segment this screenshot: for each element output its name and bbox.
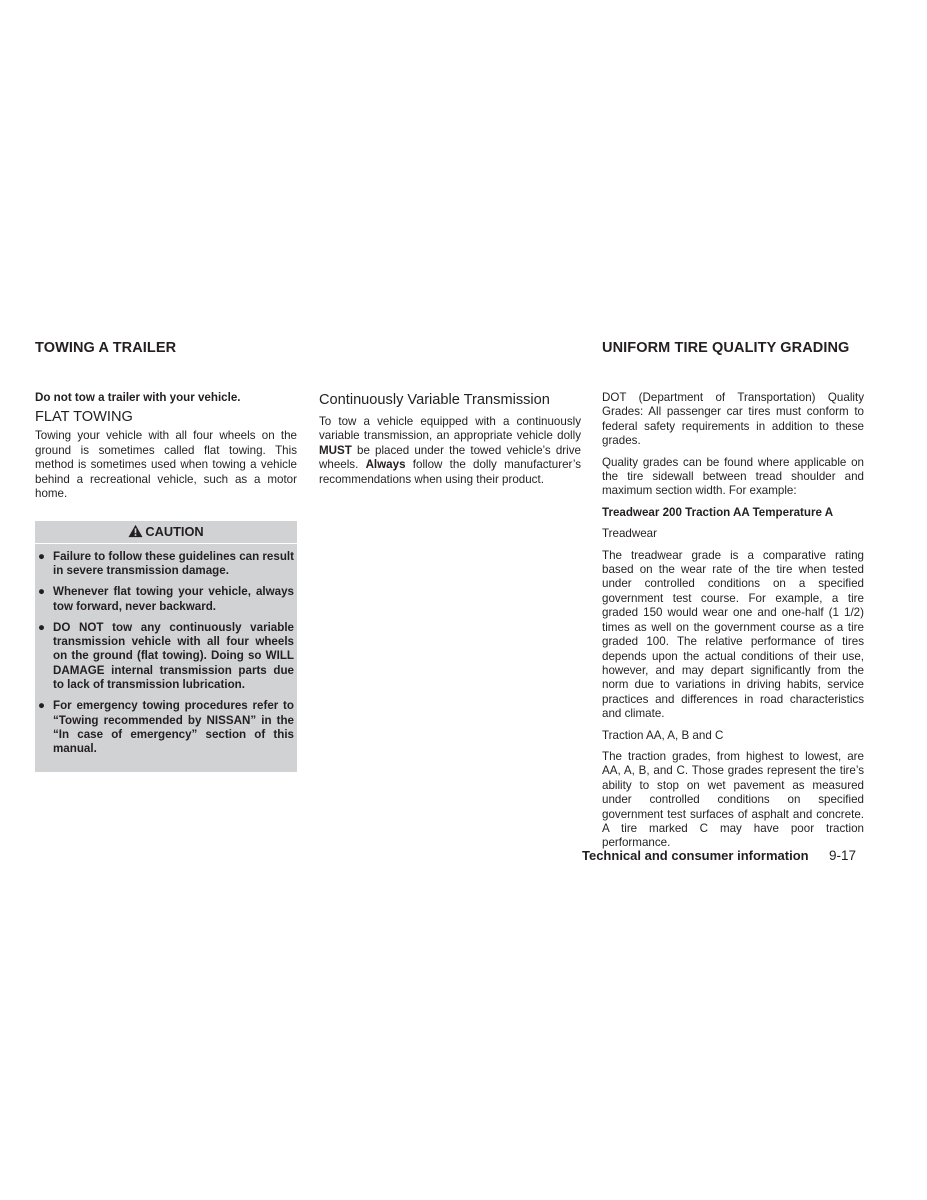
traction-heading: Traction AA, A, B and C [602,728,724,742]
footer-section-name: Technical and consumer information [582,848,809,863]
treadwear-heading: Treadwear [602,527,657,541]
caution-title: CAUTION [145,524,204,539]
page-number: 9-17 [829,848,857,863]
must-emphasis: MUST [319,443,352,457]
column-3 [602,391,864,851]
quality-paragraph: Quality grades can be found where applicable on the tire sidewall between tread shoulder and maximum section width. For example: [602,455,864,498]
cvt-heading: Continuously Variable Transmission [319,392,550,408]
dot-paragraph: DOT (Department of Transportation) Quality Grades: All passenger car tires must conform to federal safety requirements in addition to these grades. [602,391,864,448]
column-1 [35,391,297,501]
no-tow-notice: Do not tow a trailer with your vehicle. [35,391,241,404]
flat-towing-paragraph: Towing your vehicle with all four wheels on the ground is sometimes called flat towing. This method is sometimes used when towing a vehicle behind a recreational vehicle, such as a motor home. [35,429,297,501]
bullet-icon: ● [38,699,46,713]
left-section-heading: TOWING A TRAILER [35,340,177,356]
caution-item: ● For emergency towing procedures refer to “Towing recommended by NISSAN” in the “In case of emergency” section of this manual. [38,699,294,756]
flat-towing-heading: FLAT TOWING [35,409,133,426]
bullet-icon: ● [38,620,46,634]
column-2 [319,391,581,487]
example-grade: Treadwear 200 Traction AA Temperature A [602,505,834,519]
treadwear-paragraph: The treadwear grade is a comparative rating based on the wear rate of the tire when tested under controlled conditions on a specified government test course. For example, a tire graded 150 would wear one and one-half (1 1/2) times as well on the government course as a tire graded 100. The relative performance of tires depends upon the actual conditions of their use, however, and may depart significantly from the norm due to variations in driving habits, service practices and differences in road characteristics and climate. [602,548,864,721]
caution-item: ● Whenever flat towing your vehicle, always tow forward, never backward. [38,585,294,613]
warning-triangle-icon [128,524,143,538]
caution-item: ● Failure to follow these guidelines can result in severe transmission damage. [38,550,294,578]
caution-list [35,544,297,757]
right-section-heading: UNIFORM TIRE QUALITY GRADING [602,340,850,356]
caution-box [35,521,297,772]
always-emphasis: Always [365,458,406,472]
bullet-icon: ● [38,585,46,599]
cvt-paragraph: To tow a vehicle equipped with a continuously variable transmission, an appropriate vehicle dolly MUST be placed under the towed vehicle’s drive wheels. Always follow the dolly manufacturer’s recommendations when using their product. [319,415,581,486]
caution-item: ● DO NOT tow any continuously variable transmission vehicle with all four wheels on the ground (flat towing). Doing so WILL DAMAGE internal transmission parts due to lack of transmission lubrication. [38,620,294,692]
bullet-icon: ● [38,550,46,563]
caution-header [35,521,297,544]
traction-paragraph: The traction grades, from highest to lowest, are AA, A, B, and C. Those grades represent the tire’s ability to stop on wet pavement as measured under controlled conditions on specified government test surfaces of asphalt and concrete. A tire marked C may have poor traction performance. [602,749,864,850]
